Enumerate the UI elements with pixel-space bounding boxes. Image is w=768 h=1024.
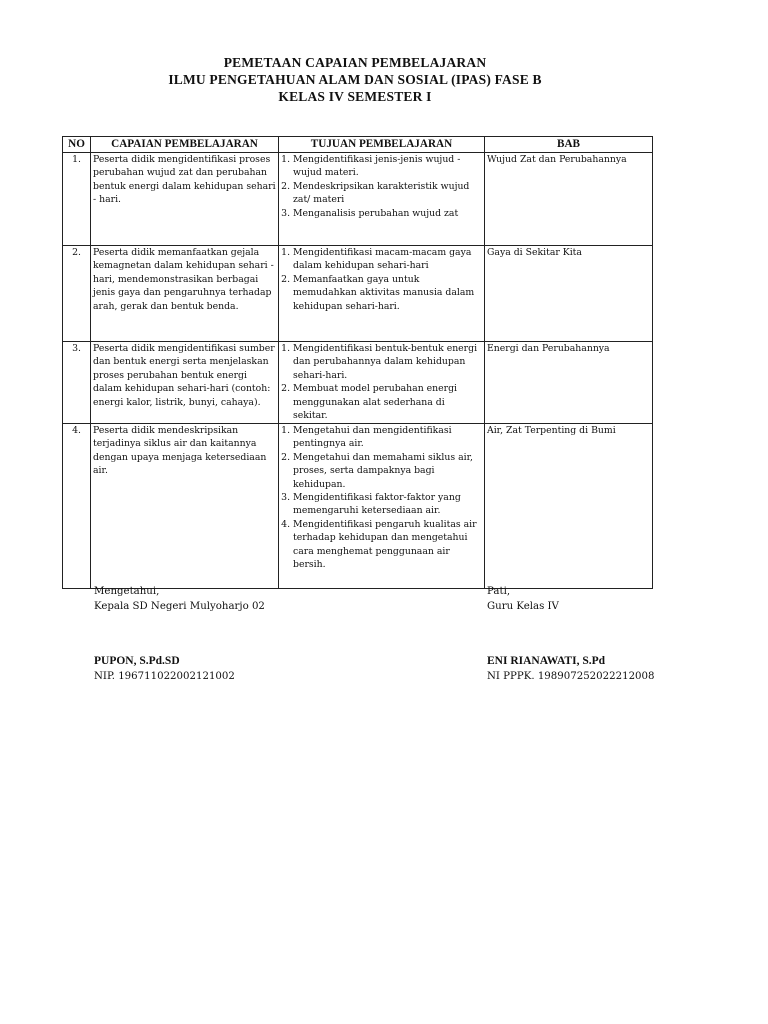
header-bab: BAB <box>485 137 653 153</box>
title-line-2: ILMU PENGETAHUAN ALAM DAN SOSIAL (IPAS) FASE B <box>168 72 542 87</box>
table-header-row <box>63 137 653 153</box>
tujuan-cell <box>279 342 485 424</box>
signature-right-name-block <box>487 654 655 684</box>
sig-left-line1: Mengetahui, <box>94 586 160 597</box>
signature-left <box>94 584 265 614</box>
row-number: 1. <box>63 153 91 246</box>
sig-right-name: ENI RIANAWATI, S.Pd <box>487 655 606 667</box>
tujuan-cell <box>279 424 485 589</box>
sig-left-name: PUPON, S.Pd.SD <box>94 655 180 667</box>
tujuan-item: 2. Memanfaatkan gaya untuk memudahkan aktivitas manusia dalam kehidupan sehari-hari. <box>293 273 482 313</box>
table-row <box>63 424 653 589</box>
sig-right-line2: Guru Kelas IV <box>487 601 559 612</box>
signature-right <box>487 584 559 614</box>
tujuan-item: 1. Mengidentifikasi jenis-jenis wujud - wujud materi. <box>293 153 482 180</box>
tujuan-item: 3. Mengidentifikasi faktor-faktor yang memengaruhi ketersediaan air. <box>293 491 482 518</box>
table-row <box>63 342 653 424</box>
sig-left-line2: Kepala SD Negeri Mulyoharjo 02 <box>94 601 265 612</box>
tujuan-item: 1. Mengidentifikasi bentuk-bentuk energi dan perubahannya dalam kehidupan sehari-hari. <box>293 342 482 382</box>
sig-right-id: NI PPPK. 198907252022212008 <box>487 671 655 682</box>
sig-right-line1: Pati, <box>487 586 511 597</box>
sig-left-id: NIP. 196711022002121002 <box>94 671 235 682</box>
capaian-cell: Peserta didik mengidentifikasi proses perubahan wujud zat dan perubahan bentuk energi dalam kehidupan sehari - hari. <box>91 153 279 246</box>
table-row <box>63 246 653 342</box>
capaian-cell: Peserta didik mengidentifikasi sumber dan bentuk energi serta menjelaskan proses perubahan bentuk energi dalam kehidupan sehari-hari (contoh: energi kalor, listrik, bunyi, cahaya). <box>91 342 279 424</box>
bab-cell: Wujud Zat dan Perubahannya <box>485 153 653 246</box>
row-number: 4. <box>63 424 91 589</box>
bab-cell: Energi dan Perubahannya <box>485 342 653 424</box>
bab-cell: Air, Zat Terpenting di Bumi <box>485 424 653 589</box>
tujuan-item: 2. Mendeskripsikan karakteristik wujud zat/ materi <box>293 180 482 207</box>
tujuan-item: 4. Mengidentifikasi pengaruh kualitas air terhadap kehidupan dan mengetahui cara menghemat penggunaan air bersih. <box>293 518 482 572</box>
tujuan-item: 2. Mengetahui dan memahami siklus air, proses, serta dampaknya bagi kehidupan. <box>293 451 482 491</box>
document-title <box>0 54 710 105</box>
tujuan-item: 1. Mengetahui dan mengidentifikasi pentingnya air. <box>293 424 482 451</box>
capaian-cell: Peserta didik mendeskripsikan terjadinya siklus air dan kaitannya dengan upaya menjaga ketersediaan air. <box>91 424 279 589</box>
mapping-table <box>62 136 653 589</box>
tujuan-cell <box>279 246 485 342</box>
bab-cell: Gaya di Sekitar Kita <box>485 246 653 342</box>
row-number: 3. <box>63 342 91 424</box>
tujuan-cell <box>279 153 485 246</box>
signature-left-name-block <box>94 654 235 684</box>
tujuan-item: 2. Membuat model perubahan energi menggunakan alat sederhana di sekitar. <box>293 382 482 422</box>
row-number: 2. <box>63 246 91 342</box>
table-row <box>63 153 653 246</box>
header-no: NO <box>63 137 91 153</box>
header-tujuan: TUJUAN PEMBELAJARAN <box>279 137 485 153</box>
capaian-cell: Peserta didik memanfaatkan gejala kemagnetan dalam kehidupan sehari - hari, mendemonstrasikan berbagai jenis gaya dan pengaruhnya terhadap arah, gerak dan bentuk benda. <box>91 246 279 342</box>
title-line-3: KELAS IV SEMESTER I <box>278 89 432 104</box>
title-line-1: PEMETAAN CAPAIAN PEMBELAJARAN <box>223 55 487 70</box>
header-capaian: CAPAIAN PEMBELAJARAN <box>91 137 279 153</box>
tujuan-item: 3. Menganalisis perubahan wujud zat <box>293 207 482 220</box>
tujuan-item: 1. Mengidentifikasi macam-macam gaya dalam kehidupan sehari-hari <box>293 246 482 273</box>
